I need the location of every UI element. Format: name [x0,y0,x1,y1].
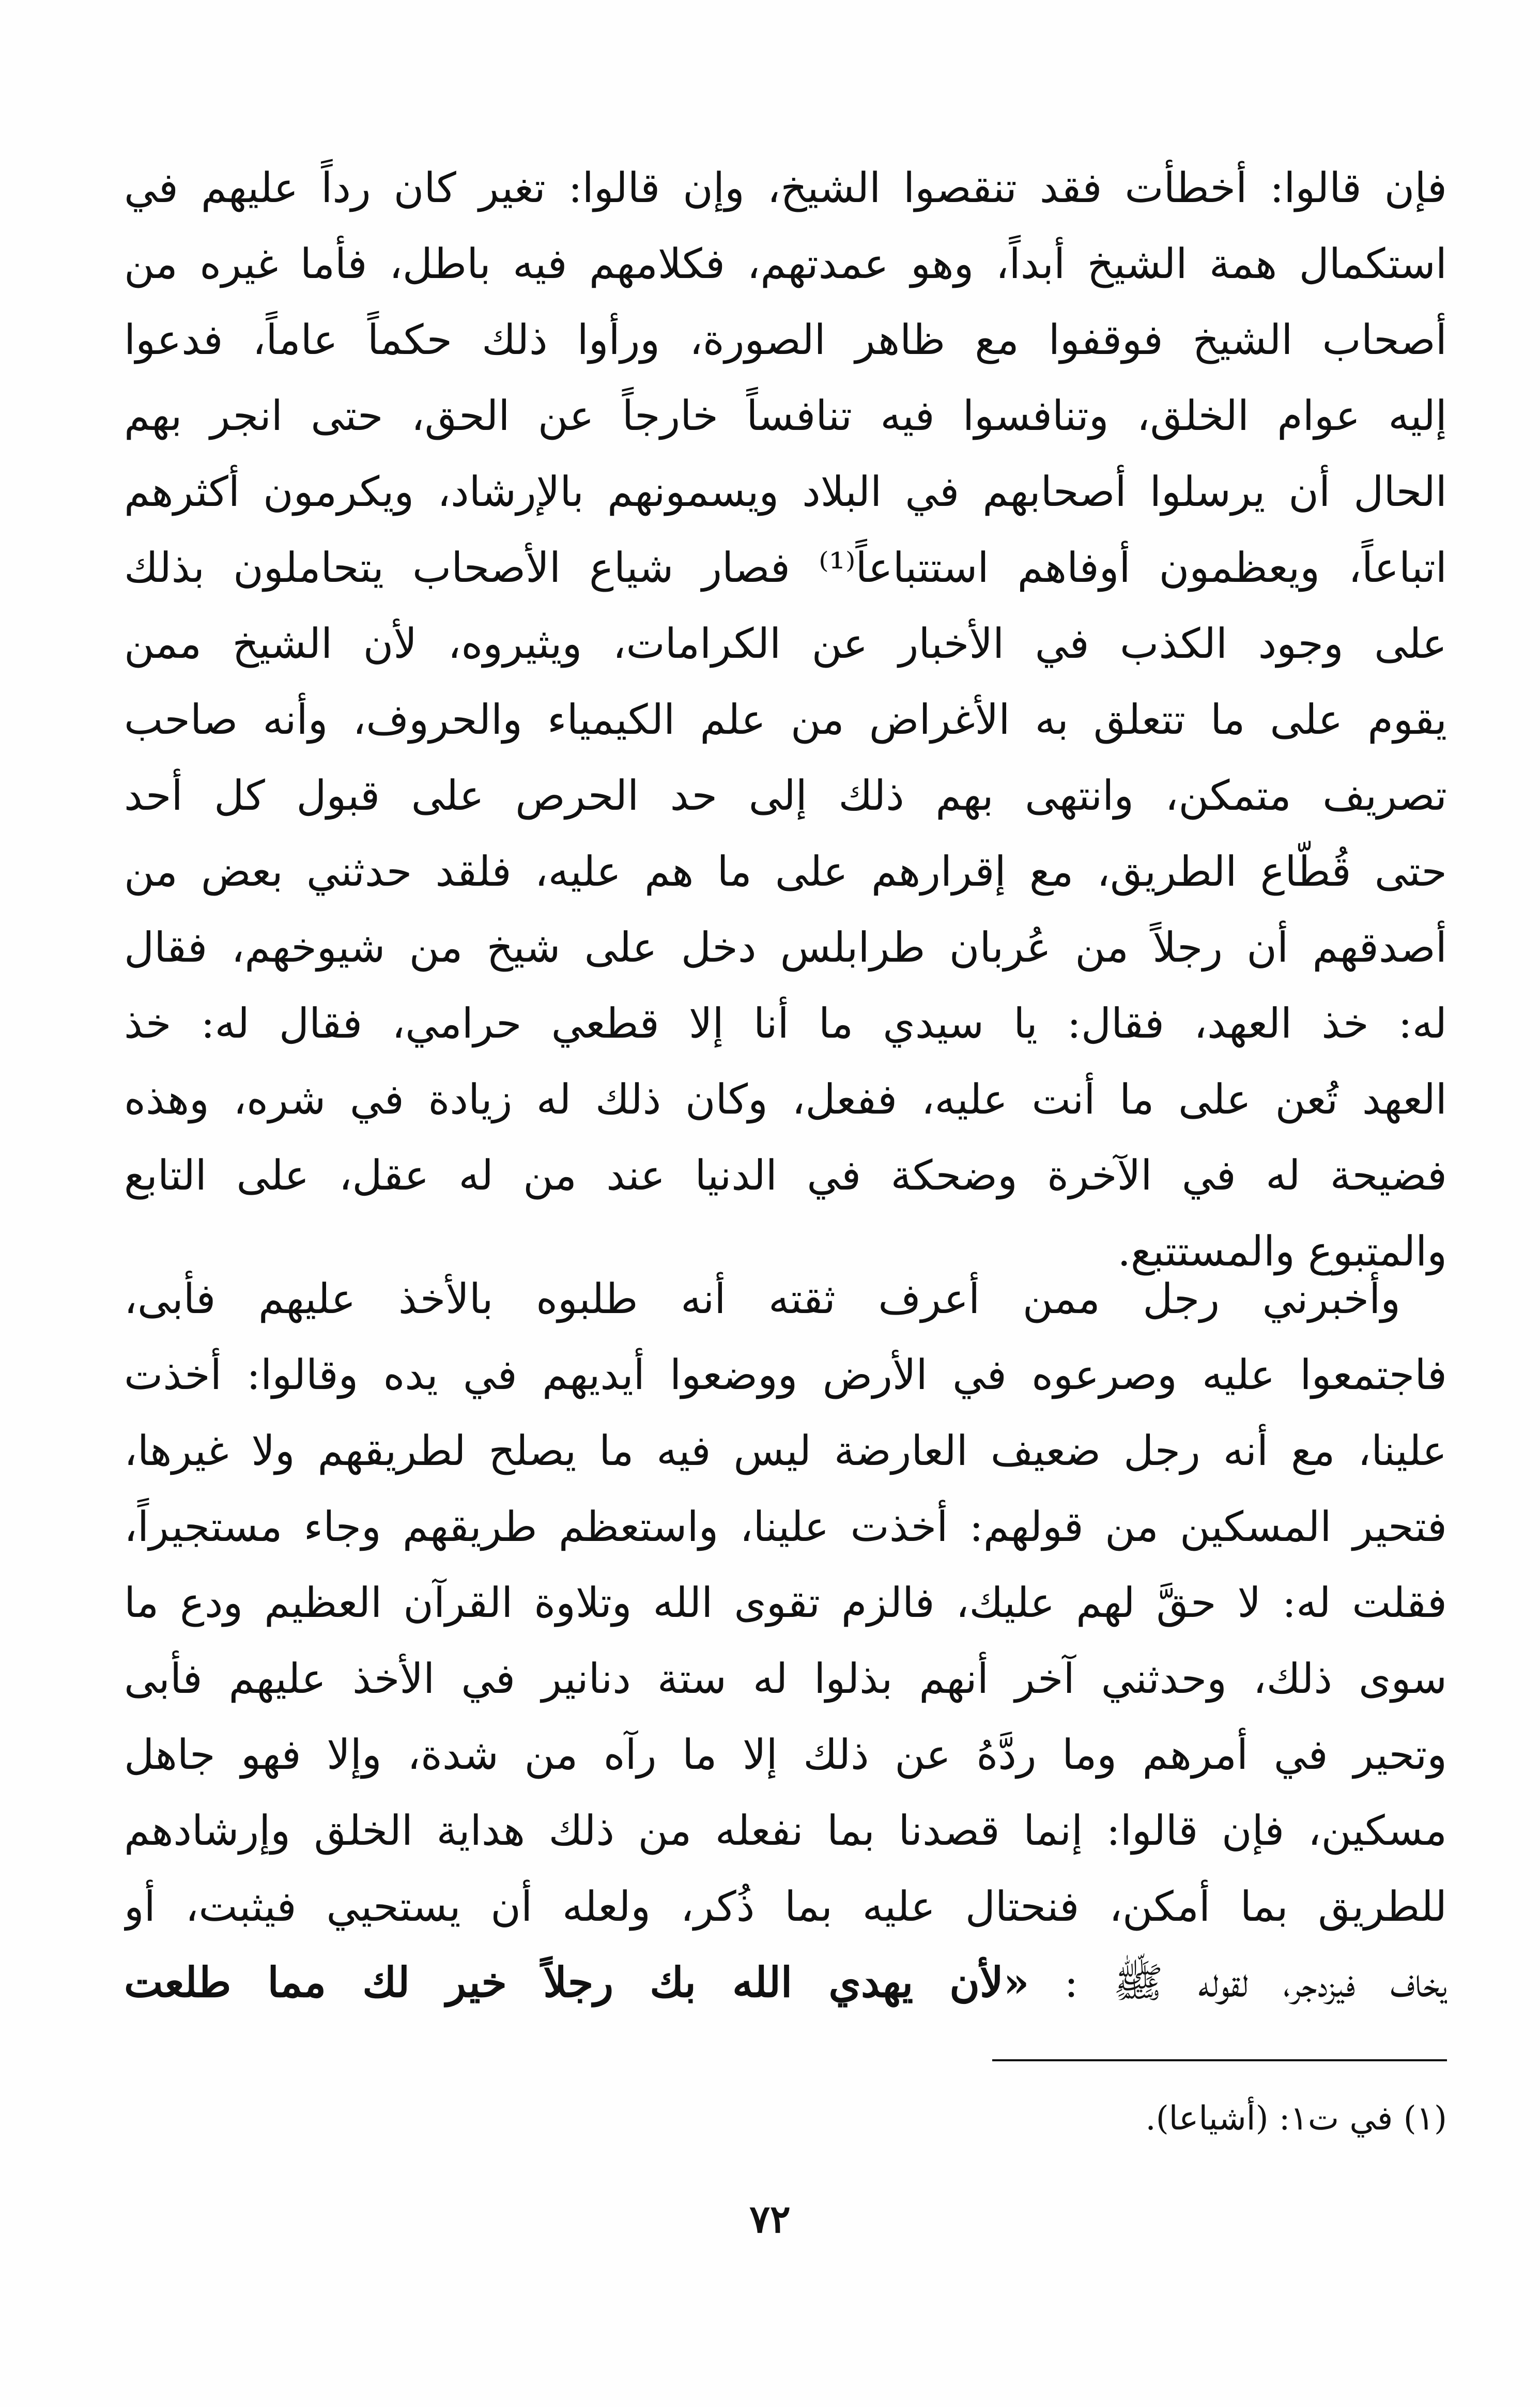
text-line: فاجتمعوا عليه وصرعوه في الأرض ووضعوا أيديهم في يده وقالوا: أخذت [124,1351,1447,1399]
text-line: أصدقهم أن رجلاً من عُربان طرابلس دخل على شيخ من شيوخهم، فقال [124,923,1447,971]
footnote: (١) في ت١: (أشياعا). [1145,2100,1447,2138]
text-line: للطريق بما أمكن، فنحتال عليه بما ذُكر، ولعله أن يستحيي فيثبت، أو [124,1883,1447,1931]
text-line: تصريف متمكن، وانتهى بهم ذلك إلى حد الحرص على قبول كل أحد [124,772,1447,820]
paragraph-2 [124,1261,1447,2020]
text-line: أصحاب الشيخ فوقفوا مع ظاهر الصورة، ورأوا ذلك حكماً عاماً، فدعوا [124,316,1447,364]
hadith-quote-bold: «لأن يهدي الله بك رجلاً خير لك مما طلعت [124,1958,1029,2007]
text-line: استكمال همة الشيخ أبداً، وهو عمدتهم، فكلامهم فيه باطل، فأما غيره من [124,240,1447,288]
text-line: وتحير في أمرهم وما ردَّهُ عن ذلك إلا ما رآه من شدة، وإلا فهو جاهل [124,1731,1447,1779]
text-line: مسكين، فإن قالوا: إنما قصدنا بما نفعله من ذلك هداية الخلق وإرشادهم [124,1807,1447,1855]
text-line: الحال أن يرسلوا أصحابهم في البلاد ويسمونهم بالإرشاد، ويكرمون أكثرهم [124,468,1447,516]
text-line: فتحير المسكين من قولهم: أخذت علينا، واستعظم طريقهم وجاء مستجيراً، [124,1503,1447,1551]
page-number: ٧٢ [749,2197,791,2242]
text-line: علينا، مع أنه رجل ضعيف العارضة ليس فيه ما يصلح لطريقهم ولا غيرها، [124,1427,1447,1475]
text-line: إليه عوام الخلق، وتنافسوا فيه تنافساً خارجاً عن الحق، حتى انجر بهم [124,392,1447,440]
text-line: والمتبوع والمستتبع. [1117,1227,1447,1275]
text-line: على وجود الكذب في الأخبار عن الكرامات، ويثيروه، لأن الشيخ ممن [124,620,1447,668]
text-line: فقلت له: لا حقَّ لهم عليك، فالزم تقوى الله وتلاوة القرآن العظيم ودع ما [124,1579,1447,1627]
text-line: فإن قالوا: أخطأت فقد تنقصوا الشيخ، وإن قالوا: تغير كان رداً عليهم في [124,164,1447,212]
text-line: اتباعاً، ويعظمون أوفاهم استتباعاً⁽¹⁾ فصار شياع الأصحاب يتحاملون بذلك [124,544,1447,592]
text-line: وأخبرني رجل ممن أعرف ثقته أنه طلبوه بالأخذ عليهم فأبى، [124,1275,1400,1323]
text-line: سوى ذلك، وحدثني آخر أنهم بذلوا له ستة دنانير في الأخذ عليهم فأبى [124,1655,1447,1703]
text-line: له: خذ العهد، فقال: يا سيدي ما أنا إلا قطعي حرامي، فقال له: خذ [124,999,1447,1047]
text-line: العهد تُعن على ما أنت عليه، ففعل، وكان ذلك له زيادة في شره، وهذه [124,1075,1447,1123]
text-line: حتى قُطّاع الطريق، مع إقرارهم على ما هم عليه، فلقد حدثني بعض من [124,847,1447,896]
paragraph-1 [124,150,1447,1289]
text-line-mixed [124,1945,1447,2020]
footnote-divider [992,2059,1447,2061]
text-line: فضيحة له في الآخرة وضحكة في الدنيا عند من له عقل، على التابع [124,1151,1447,1199]
text-segment: يخاف فيزدجر، لقوله ﷺ : [1029,1958,1447,2007]
text-line: يقوم على ما تتعلق به الأغراض من علم الكيمياء والحروف، وأنه صاحب [124,696,1447,744]
